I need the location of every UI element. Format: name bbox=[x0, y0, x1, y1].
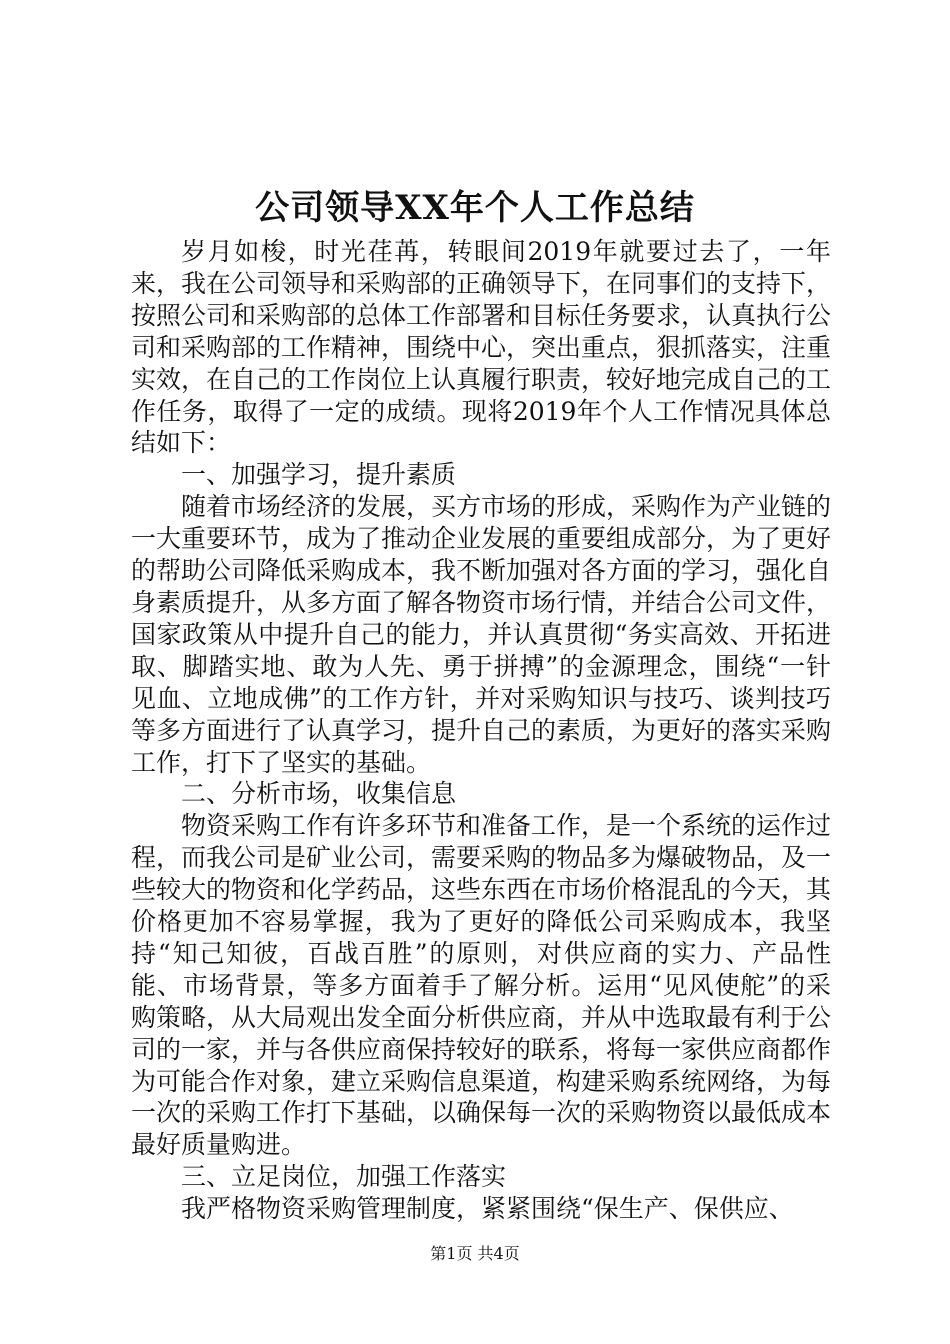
section-heading-1: 一、加强学习，提升素质 bbox=[181, 460, 457, 490]
document-body bbox=[131, 236, 831, 1225]
intro-paragraph: 岁月如梭，时光荏苒，转眼间2019年就要过去了，一年来，我在公司领导和采购部的正确领导下，在同事们的支持下，按照公司和采购部的总体工作部署和目标任务要求，认真执行公司和采购部的工作精神，围绕中心，突出重点，狠抓落实，注重实效，在自己的工作岗位上认真履行职责，较好地完成自己的工作任务，取得了一定的成绩。现将2019年个人工作情况具体总结如下： bbox=[131, 237, 832, 458]
document-title: 公司领导XX年个人工作总结 bbox=[255, 188, 695, 228]
section-3-paragraph: 我严格物资采购管理制度，紧紧围绕“保生产、保供应、 bbox=[181, 1194, 794, 1224]
page-number-footer: 第1页 共4页 bbox=[430, 1244, 520, 1263]
section-heading-2: 二、分析市场，收集信息 bbox=[181, 779, 457, 809]
section-heading-3: 三、立足岗位，加强工作落实 bbox=[181, 1162, 507, 1192]
section-1-paragraph: 随着市场经济的发展，买方市场的形成，采购作为产业链的一大重要环节，成为了推动企业发展的重要组成部分，为了更好的帮助公司降低采购成本，我不断加强对各方面的学习，强化自身素质提升，从多方面了解各物资市场行情，并结合公司文件，国家政策从中提升自己的能力，并认真贯彻“务实高效、开拓进取、脚踏实地、敢为人先、勇于拼搏”的金源理念，围绕“一针见血、立地成佛”的工作方针，并对采购知识与技巧、谈判技巧等多方面进行了认真学习，提升自己的素质，为更好的落实采购工作，打下了坚实的基础。 bbox=[131, 492, 832, 777]
section-2-paragraph: 物资采购工作有许多环节和准备工作，是一个系统的运作过程，而我公司是矿业公司，需要采购的物品多为爆破物品，及一些较大的物资和化学药品，这些东西在市场价格混乱的今天，其价格更加不容易掌握，我为了更好的降低公司采购成本，我坚持“知己知彼，百战百胜”的原则，对供应商的实力、产品性能、市场背景，等多方面着手了解分析。运用“见风使舵”的采购策略，从大局观出发全面分析供应商，并从中选取最有利于公司的一家，并与各供应商保持较好的联系，将每一家供应商都作为可能合作对象，建立采购信息渠道，构建采购系统网络，为每一次的采购工作打下基础，以确保每一次的采购物资以最低成本最好质量购进。 bbox=[131, 811, 832, 1160]
